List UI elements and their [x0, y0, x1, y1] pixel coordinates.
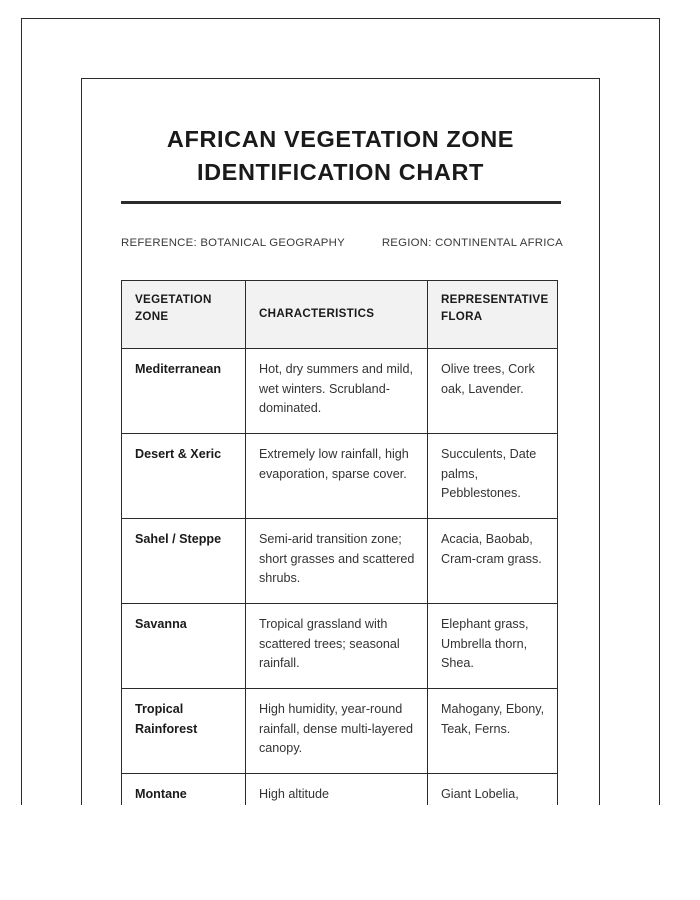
table-body: [122, 349, 558, 806]
cell-vegetation-zone: Sahel / Steppe: [122, 519, 246, 604]
page-title-line-2: IDENTIFICATION CHART: [196, 159, 484, 186]
cell-representative-flora: Mahogany, Ebony, Teak, Ferns.: [428, 689, 558, 774]
table-header-row: [122, 281, 558, 349]
document-page: [81, 78, 600, 805]
cell-vegetation-zone: Desert & Xeric: [122, 434, 246, 519]
table-row: [122, 349, 558, 434]
cell-characteristics: Extremely low rainfall, high evaporation, sparse cover.: [246, 434, 428, 519]
cell-characteristics: Hot, dry summers and mild, wet winters. Scrubland-dominated.: [246, 349, 428, 434]
column-header-representative-flora-line-1: REPRESENTATIVE: [441, 293, 549, 306]
cell-vegetation-zone: Montane: [122, 774, 246, 806]
title-divider-rule: [121, 201, 561, 204]
table-row: [122, 774, 558, 806]
document-meta-row: [121, 237, 563, 249]
table-row: [122, 519, 558, 604]
cell-vegetation-zone: Mediterranean: [122, 349, 246, 434]
reference-label: REFERENCE: BOTANICAL GEOGRAPHY: [121, 237, 345, 249]
page-title: [82, 123, 599, 190]
cell-vegetation-zone: Savanna: [122, 604, 246, 689]
column-header-representative-flora-line-2: FLORA: [441, 309, 483, 323]
table-header: [122, 281, 558, 349]
vegetation-zone-table: [121, 280, 558, 805]
cell-vegetation-zone: Tropical Rainforest: [122, 689, 246, 774]
cell-representative-flora: Acacia, Baobab, Cram-cram grass.: [428, 519, 558, 604]
cell-characteristics: High altitude: [246, 774, 428, 806]
table-row: [122, 434, 558, 519]
column-header-vegetation-zone-line-2: ZONE: [135, 309, 169, 323]
cell-characteristics: High humidity, year-round rainfall, dense multi-layered canopy.: [246, 689, 428, 774]
column-header-vegetation-zone: [122, 281, 246, 349]
cell-representative-flora: Olive trees, Cork oak, Lavender.: [428, 349, 558, 434]
cell-representative-flora: Succulents, Date palms, Pebblestones.: [428, 434, 558, 519]
column-header-characteristics: CHARACTERISTICS: [246, 281, 428, 349]
table-row: [122, 604, 558, 689]
column-header-representative-flora: [428, 281, 558, 349]
cell-representative-flora: Giant Lobelia,: [428, 774, 558, 806]
table-row: [122, 689, 558, 774]
cell-representative-flora: Elephant grass, Umbrella thorn, Shea.: [428, 604, 558, 689]
cell-characteristics: Tropical grassland with scattered trees; seasonal rainfall.: [246, 604, 428, 689]
cell-characteristics: Semi-arid transition zone; short grasses and scattered shrubs.: [246, 519, 428, 604]
region-label: REGION: CONTINENTAL AFRICA: [381, 237, 563, 249]
page-title-line-1: AFRICAN VEGETATION ZONE: [166, 126, 515, 152]
column-header-vegetation-zone-line-1: VEGETATION: [135, 293, 212, 306]
